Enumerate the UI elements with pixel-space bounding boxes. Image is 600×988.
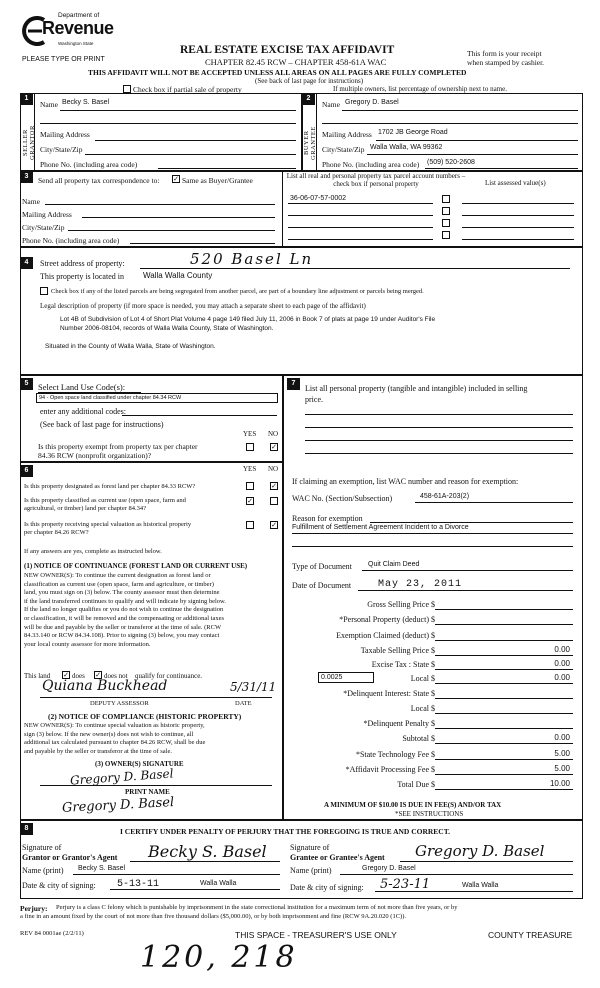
wac-number[interactable]: 458-61A-203(2): [420, 493, 470, 500]
legal-description-3: Situated in the County of Walla Walla, State of Washington.: [45, 343, 216, 350]
personal-property-checkbox-1[interactable]: [442, 195, 450, 203]
buyer-phone[interactable]: (509) 520-2608: [427, 159, 475, 166]
state-technology-fee[interactable]: 5.00: [554, 749, 570, 758]
grantee-print-name[interactable]: Gregory D. Basel: [362, 865, 416, 872]
taxable-selling-price[interactable]: 0.00: [554, 645, 570, 654]
notice1-line: will be due and payable by the seller or transferor at the time of sale. (RCW: [24, 623, 222, 631]
county[interactable]: Walla Walla County: [143, 271, 213, 280]
grantee-date[interactable]: 5-23-11: [380, 877, 431, 892]
notice2-line: additional tax calculated pursuant to chapter 84.26 RCW, shall be due: [24, 739, 206, 747]
notice-compliance-title: (2) NOTICE OF COMPLIANCE (HISTORIC PROPERTY): [48, 712, 242, 721]
exempt-yes-checkbox[interactable]: [246, 443, 254, 451]
county-treasurer: COUNTY TREASURE: [488, 930, 573, 940]
affidavit-processing-fee[interactable]: 5.00: [554, 764, 570, 773]
land-use-code-field[interactable]: 94 - Open space land classified under chapter 84.34 RCW: [36, 393, 278, 403]
grantor-city[interactable]: Walla Walla: [200, 880, 237, 887]
grantee-city[interactable]: Walla Walla: [462, 882, 499, 889]
receipt-note-2: when stamped by cashier.: [467, 58, 545, 67]
form-title: REAL ESTATE EXCISE TAX AFFIDAVIT: [180, 44, 395, 56]
exempt-no-checkbox[interactable]: ✓: [271, 443, 277, 451]
historic-yes-checkbox[interactable]: [246, 521, 254, 529]
parcel-list-header: List all real and personal property tax parcel account numbers – check box if personal property: [286, 172, 466, 188]
street-address[interactable]: 520 Basel Ln: [190, 250, 314, 268]
notice1-line: or classification, it will be removed and the compensating or additional taxes: [24, 614, 224, 622]
total-due[interactable]: 10.00: [549, 779, 570, 788]
notice1-line: NEW OWNER(S): To continue the current designation as forest land or: [24, 572, 211, 579]
notice1-line: your local county assessor for more information.: [24, 640, 151, 648]
notice2-line: sign (3) below. If the new owner(s) does not wish to continue, all: [24, 730, 194, 738]
partial-sale-label: Check box if partial sale of property: [133, 85, 242, 94]
excise-tax-state[interactable]: 0.00: [554, 659, 570, 668]
notice1-line: classification as current use (open space, farm and agriculture, or timber): [24, 580, 214, 588]
revenue-logo: Department of Revenue Washington State: [20, 12, 115, 54]
grantee-signature[interactable]: Gregory D. Basel: [415, 842, 545, 860]
see-back-note: (See back of last page for instructions): [255, 77, 364, 85]
personal-property-checkbox-4[interactable]: [442, 231, 450, 239]
document-date[interactable]: May 23, 2011: [378, 579, 463, 590]
notice2-line: and payable by the seller or transferor at the time of sale.: [24, 747, 172, 755]
grantor-print-name[interactable]: Becky S. Basel: [78, 865, 126, 872]
completeness-warning: THIS AFFIDAVIT WILL NOT BE ACCEPTED UNLESS ALL AREAS ON ALL PAGES ARE FULLY COMPLETED: [88, 68, 467, 77]
legal-description-1: Lot 4B of Subdivision of Lot 4 of Short Plat Volume 4 page 149 filed July 11, 2006 in Book 7 of plats at page 19 under Auditor's File: [60, 316, 436, 323]
form-chapter: CHAPTER 82.45 RCW – CHAPTER 458-61A WAC: [205, 57, 387, 67]
current-use-no-checkbox[interactable]: [270, 497, 278, 505]
treasurer-use-only: THIS SPACE - TREASURER'S USE ONLY: [235, 930, 397, 940]
personal-property-checkbox-3[interactable]: [442, 219, 450, 227]
treasurer-handwritten-number: 120, 218: [140, 940, 298, 975]
perjury-certification: I CERTIFY UNDER PENALTY OF PERJURY THAT THE FOREGOING IS TRUE AND CORRECT.: [120, 827, 451, 836]
notice1-line: 84.33.140 or RCW 84.34.108). Prior to signing (3) below, you may contact: [24, 632, 220, 640]
forest-yes-checkbox[interactable]: [246, 482, 254, 490]
buyer-mailing[interactable]: 1702 JB George Road: [378, 129, 448, 136]
legal-description-2: Number 2006-08104, records of Walla Walla County, State of Washington.: [60, 325, 274, 332]
please-type: PLEASE TYPE OR PRINT: [22, 56, 105, 63]
notice2-line: NEW OWNER(S): To continue special valuation as historic property,: [24, 722, 205, 729]
buyer-city[interactable]: Walla Walla, WA 99362: [370, 144, 443, 151]
forest-no-checkbox[interactable]: ✓: [271, 482, 277, 490]
excise-tax-local[interactable]: 0.00: [554, 673, 570, 682]
grantor-signature[interactable]: Becky S. Basel: [148, 842, 267, 861]
owner-signature[interactable]: Gregory D. Basel: [69, 766, 174, 788]
notice1-line: if the land transferred continues to qualify and will indicate by signing below.: [24, 597, 226, 605]
owner-print-name[interactable]: Gregory D. Basel: [61, 795, 175, 816]
grantor-date[interactable]: 5-13-11: [117, 879, 160, 890]
assessor-date[interactable]: 5/31/11: [230, 680, 277, 694]
notice-continuance-title: (1) NOTICE OF CONTINUANCE (FOREST LAND OR CURRENT USE): [24, 562, 248, 570]
notice-continuance-body: [24, 572, 280, 649]
same-as-buyer-checkbox[interactable]: ✓: [173, 175, 179, 183]
historic-no-checkbox[interactable]: ✓: [271, 521, 277, 529]
exemption-reason[interactable]: Fulfillment of Settlement Agreement Incident to a Divorce: [292, 524, 469, 531]
multiple-owners-note: If multiple owners, list percentage of ownership next to name.: [333, 85, 507, 93]
current-use-yes-checkbox[interactable]: ✓: [247, 497, 253, 505]
segregated-checkbox[interactable]: [40, 287, 48, 295]
notice1-line: If the land no longer qualifies or you do not wish to continue the designation: [24, 606, 224, 614]
partial-sale-checkbox[interactable]: [123, 85, 131, 93]
document-type[interactable]: Quit Claim Deed: [368, 561, 420, 568]
local-rate-field[interactable]: 0.0025: [318, 672, 374, 683]
does-not-checkbox[interactable]: ✓: [95, 671, 101, 679]
subtotal[interactable]: 0.00: [554, 733, 570, 742]
perjury-text-1: Perjury is a class C felony which is punishable by imprisonment in the state correctional institution for a maximum term of not more than five years, or by: [56, 904, 458, 911]
does-checkbox[interactable]: ✓: [63, 671, 69, 679]
receipt-note-1: This form is your receipt: [467, 49, 542, 58]
assessor-signature[interactable]: Quiana Buckhead: [42, 678, 168, 694]
parcel-number[interactable]: 36-06-07-57-0002: [290, 195, 347, 202]
notice-compliance-body: [24, 722, 280, 756]
notice1-line: land, you must sign on (3) below. The county assessor must then determine: [24, 589, 220, 597]
personal-property-checkbox-2[interactable]: [442, 207, 450, 215]
seller-name[interactable]: Becky S. Basel: [62, 99, 110, 106]
form-revision: REV 84 0001ae (2/2/11): [20, 930, 84, 937]
buyer-name[interactable]: Gregory D. Basel: [345, 99, 399, 106]
perjury-text-2: a fine in an amount fixed by the court of not more than five thousand dollars ($5,000.00), or by both imprisonment and fine (RCW 9A.20.020 (1C)).: [20, 913, 407, 920]
